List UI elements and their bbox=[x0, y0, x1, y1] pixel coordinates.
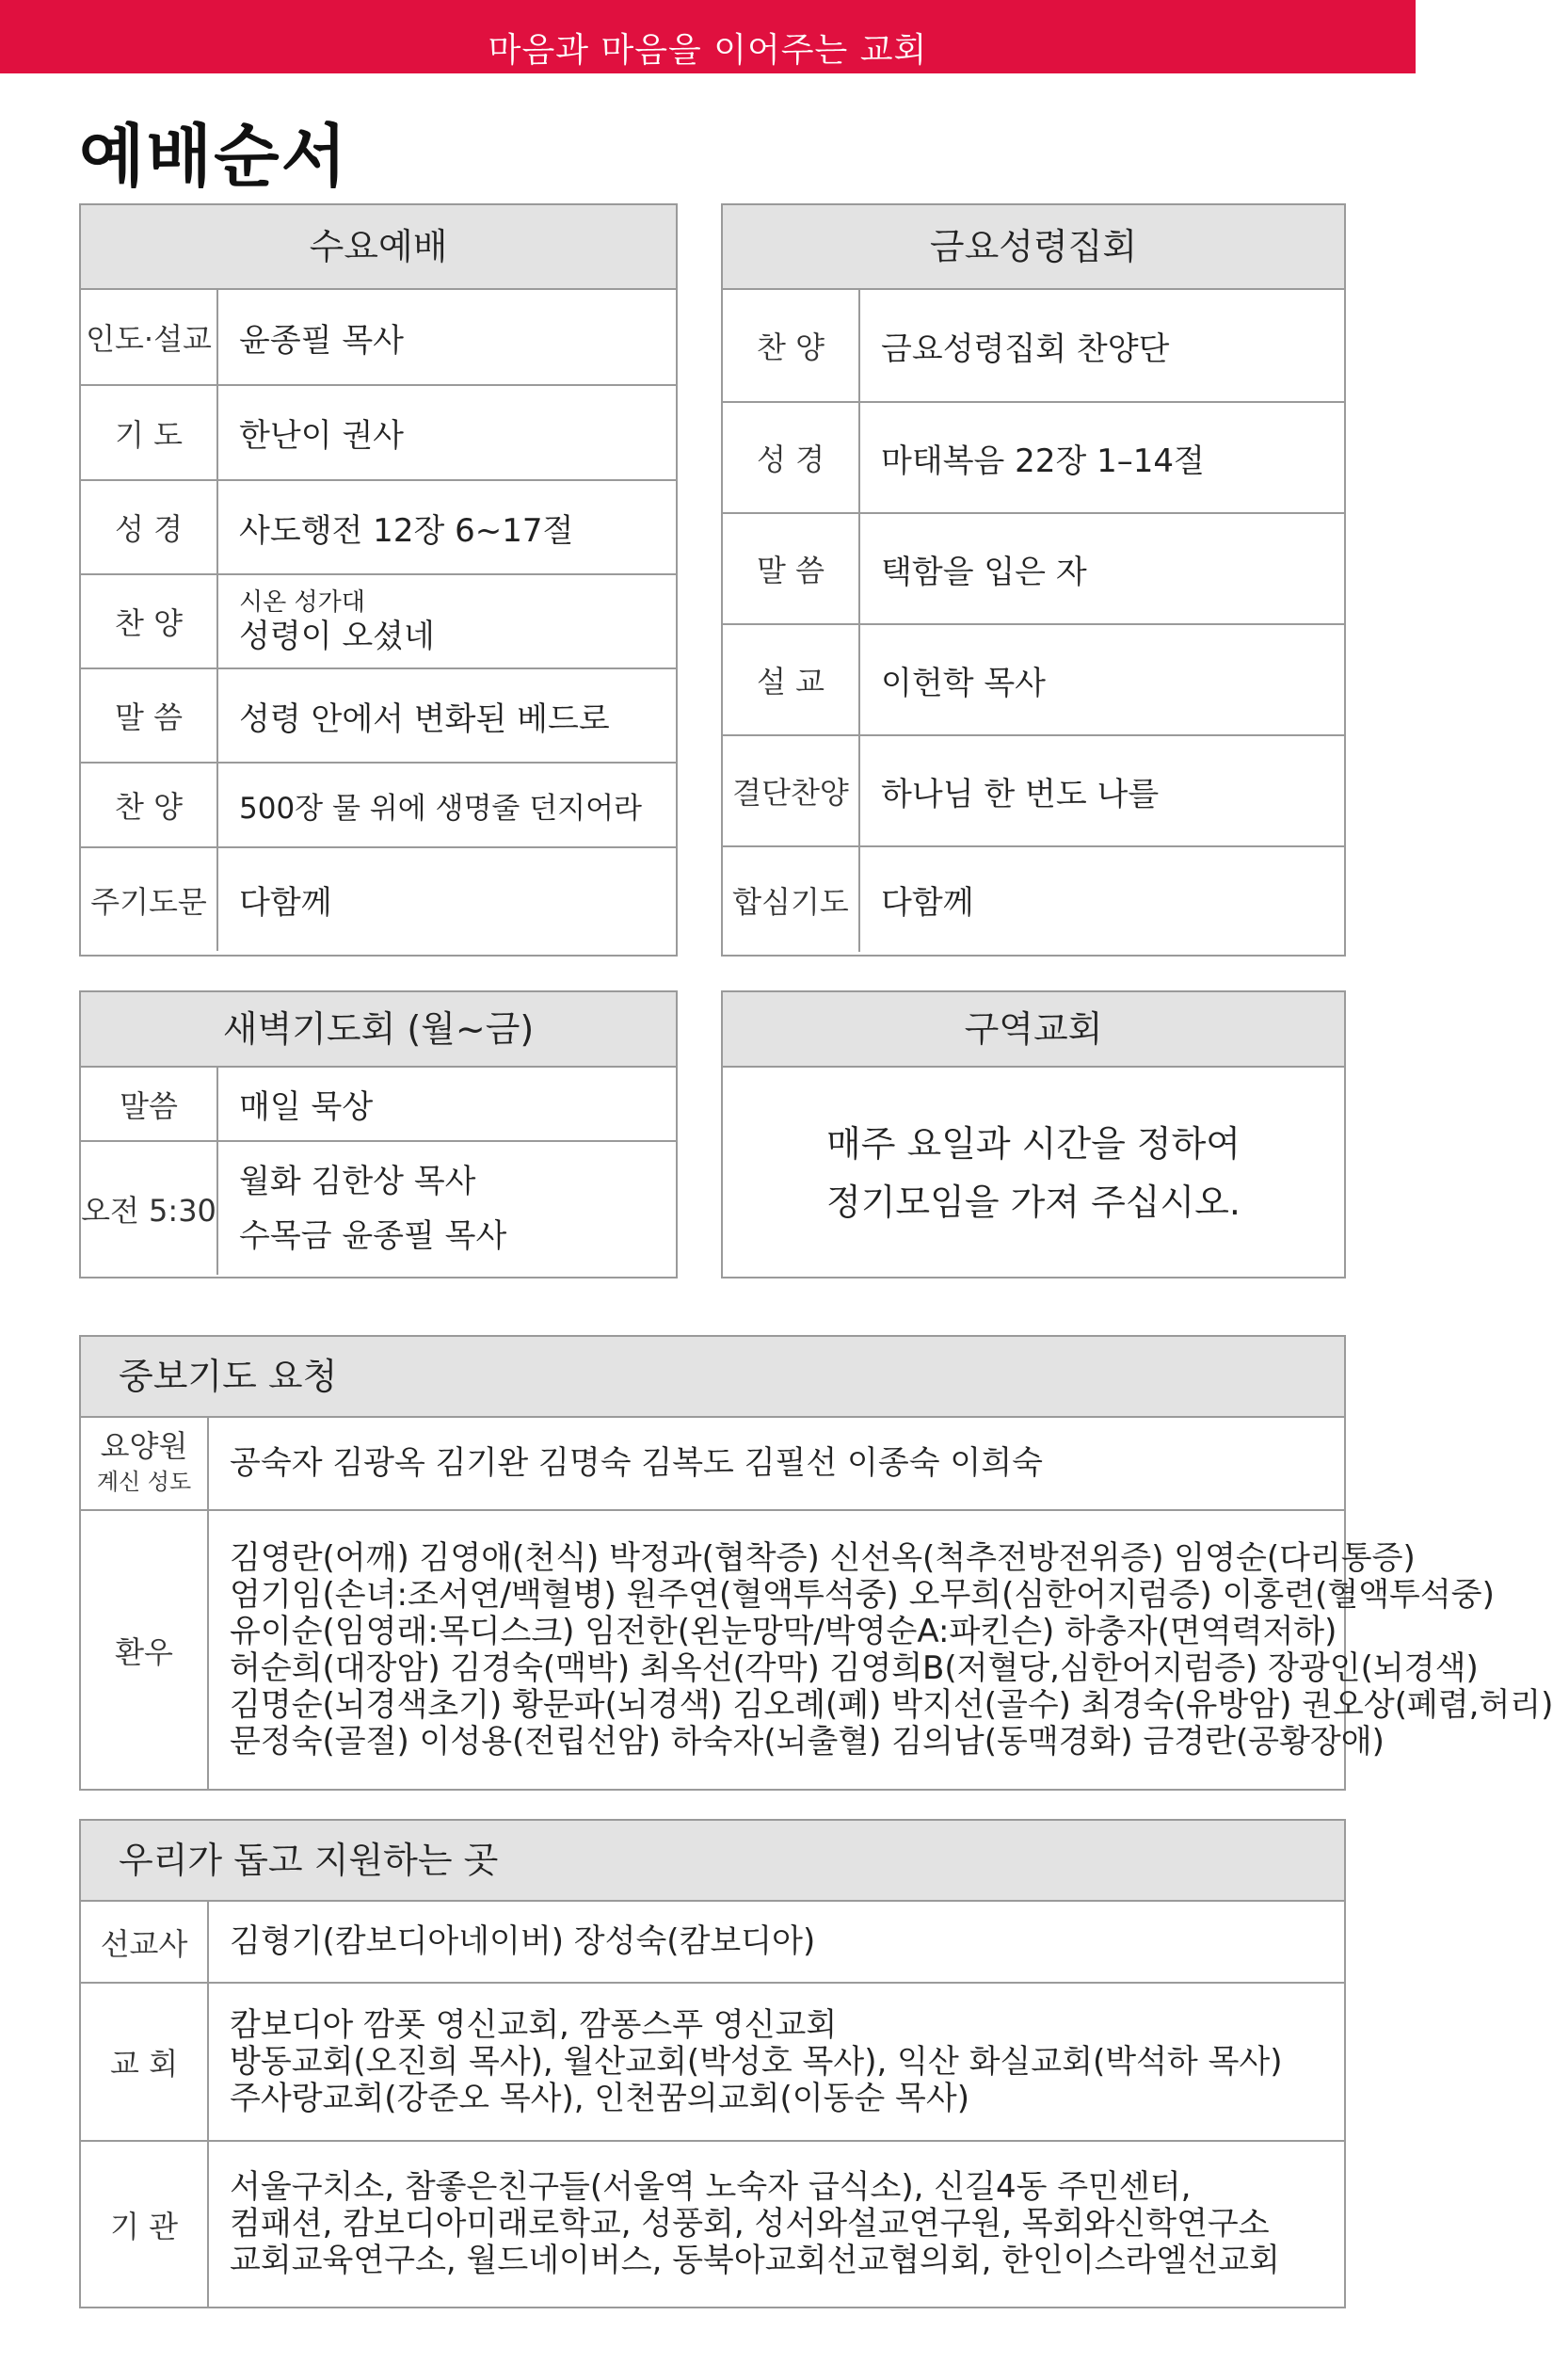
table-row bbox=[81, 1983, 1344, 2141]
name-line: 엄기임(손녀:조서연/백혈병) 원주연(혈액투석중) 오무희(심한어지럼증) 이홍련(혈액투석중) bbox=[230, 1575, 1495, 1614]
row-value bbox=[217, 574, 676, 668]
table-row bbox=[723, 735, 1344, 846]
table-row bbox=[81, 2141, 1344, 2307]
row-label: 합심기도 bbox=[723, 846, 859, 952]
intercession-box bbox=[79, 1335, 1553, 1791]
name-line: 문정숙(골절) 이성용(전립선암) 하숙자(뇌출혈) 김의남(동맥경화) 금경란(공황장애) bbox=[230, 1722, 1385, 1761]
row-label: 설 교 bbox=[723, 624, 859, 735]
row-value: 이헌학 목사 bbox=[859, 624, 1344, 735]
choir-name: 시온 성가대 bbox=[239, 588, 365, 617]
table-row bbox=[81, 290, 676, 385]
district-church-title: 구역교회 bbox=[723, 992, 1344, 1068]
row-label: 찬 양 bbox=[81, 574, 217, 668]
wednesday-service-title: 수요예배 bbox=[81, 205, 676, 290]
row-label: 찬 양 bbox=[81, 763, 217, 847]
row-value: 하나님 한 번도 나를 bbox=[859, 735, 1344, 846]
support-line: 서울구치소, 참좋은친구들(서울역 노숙자 급식소), 신길4동 주민센터, bbox=[230, 2168, 1192, 2206]
label-main: 요양원 bbox=[100, 1427, 188, 1464]
row-value: 사도행전 12장 6~17절 bbox=[217, 480, 676, 574]
row-label: 기 관 bbox=[81, 2141, 208, 2307]
support-line: 방동교회(오진희 목사), 월산교회(박성호 목사), 익산 화실교회(박석하 목사) bbox=[230, 2042, 1283, 2081]
row-value bbox=[208, 1510, 1553, 1789]
row-label: 결단찬양 bbox=[723, 735, 859, 846]
table-row bbox=[81, 574, 676, 668]
row-value: 성령 안에서 변화된 베드로 bbox=[217, 668, 676, 763]
support-box bbox=[79, 1819, 1346, 2308]
table-row bbox=[723, 513, 1344, 624]
support-title: 우리가 돕고 지원하는 곳 bbox=[81, 1821, 1344, 1902]
table-row bbox=[81, 847, 676, 951]
dawn-prayer-box bbox=[79, 990, 678, 1278]
table-row bbox=[81, 1418, 1344, 1510]
name-line: 유이순(임영래:목디스크) 임전한(왼눈망막/박영순A:파킨슨) 하충자(면역력저하) bbox=[230, 1612, 1337, 1650]
row-label: 오전 5:30 bbox=[81, 1141, 217, 1275]
table-row bbox=[81, 1902, 1344, 1983]
row-value: 매일 묵상 bbox=[239, 1088, 374, 1126]
row-value: 다함께 bbox=[217, 847, 676, 951]
intercession-title: 중보기도 요청 bbox=[81, 1337, 1344, 1418]
row-label: 교 회 bbox=[81, 1983, 208, 2141]
intercession-table bbox=[81, 1418, 1553, 1789]
district-church-notice bbox=[723, 1068, 1344, 1231]
support-line: 김형기(캄보디아네이버) 장성숙(캄보디아) bbox=[230, 1922, 816, 1960]
row-label: 인도·설교 bbox=[81, 290, 217, 385]
row-value: 한난이 권사 bbox=[217, 385, 676, 480]
table-row bbox=[81, 1141, 676, 1275]
row-value: 금요성령집회 찬양단 bbox=[881, 330, 1170, 368]
row-value: 500장 물 위에 생명줄 던지어라 bbox=[217, 763, 676, 847]
row-value bbox=[208, 1902, 1344, 1983]
table-row bbox=[81, 668, 676, 763]
schedule-line: 월화 김한상 목사 bbox=[239, 1162, 476, 1200]
notice-line: 정기모임을 가져 주십시오. bbox=[825, 1182, 1241, 1223]
table-row bbox=[81, 385, 676, 480]
table-row bbox=[723, 290, 1344, 402]
row-label: 선교사 bbox=[81, 1902, 208, 1983]
schedule-line: 수목금 윤종필 목사 bbox=[239, 1216, 507, 1255]
friday-service-table bbox=[723, 290, 1344, 952]
row-label: 찬 양 bbox=[723, 290, 859, 402]
support-line: 캄보디아 깜폿 영신교회, 깜퐁스푸 영신교회 bbox=[230, 2005, 838, 2044]
row-value bbox=[217, 1141, 676, 1275]
page-title: 예배순서 bbox=[79, 117, 349, 196]
row-value bbox=[208, 1418, 1344, 1510]
row-value: 마태복음 22장 1–14절 bbox=[859, 402, 1344, 513]
table-row bbox=[81, 480, 676, 574]
name-line: 공숙자 김광옥 김기완 김명숙 김복도 김필선 이종숙 이희숙 bbox=[230, 1444, 1043, 1482]
district-church-box bbox=[721, 990, 1346, 1278]
support-line: 주사랑교회(강준오 목사), 인천꿈의교회(이동순 목사) bbox=[230, 2079, 970, 2117]
row-value: 윤종필 목사 bbox=[239, 321, 405, 360]
name-line: 김명순(뇌경색초기) 황문파(뇌경색) 김오례(폐) 박지선(골수) 최경숙(유방암) 권오상(폐렴,허리) bbox=[230, 1685, 1553, 1724]
top-banner bbox=[0, 0, 1416, 73]
label-sub: 계신 성도 bbox=[96, 1468, 192, 1495]
row-value: 택함을 입은 자 bbox=[859, 513, 1344, 624]
notice-line: 매주 요일과 시간을 정하여 bbox=[825, 1123, 1241, 1165]
row-label: 기 도 bbox=[81, 385, 217, 480]
row-label: 주기도문 bbox=[81, 847, 217, 951]
support-line: 컴패션, 캄보디아미래로학교, 성풍회, 성서와설교연구원, 목회와신학연구소 bbox=[230, 2205, 1270, 2243]
dawn-prayer-table bbox=[81, 1068, 676, 1275]
table-row bbox=[81, 1510, 1344, 1789]
row-value bbox=[208, 1983, 1344, 2141]
hymn-title: 성령이 오셨네 bbox=[239, 618, 435, 655]
support-table bbox=[81, 1902, 1344, 2307]
name-line: 허순희(대장암) 김경숙(맥박) 최옥선(각막) 김영희B(저혈당,심한어지럼증) 장광인(뇌경색) bbox=[230, 1648, 1479, 1687]
table-row bbox=[81, 763, 676, 847]
dawn-prayer-title: 새벽기도회 (월~금) bbox=[81, 992, 676, 1068]
table-row bbox=[723, 846, 1344, 952]
row-label bbox=[81, 1418, 208, 1510]
table-row bbox=[723, 624, 1344, 735]
table-row bbox=[81, 1068, 676, 1141]
wednesday-service-table bbox=[81, 290, 676, 951]
table-row bbox=[723, 402, 1344, 513]
row-label: 말 씀 bbox=[81, 668, 217, 763]
wednesday-service-box bbox=[79, 203, 678, 957]
name-line: 김영란(어깨) 김영애(천식) 박정과(협착증) 신선옥(척추전방전위증) 임영순(다리통증) bbox=[230, 1538, 1416, 1577]
row-label: 말씀 bbox=[81, 1068, 217, 1141]
banner-text: 마음과 마음을 이어주는 교회 bbox=[488, 31, 928, 70]
friday-service-title: 금요성령집회 bbox=[723, 205, 1344, 290]
support-line: 교회교육연구소, 월드네이버스, 동북아교회선교협의회, 한인이스라엘선교회 bbox=[230, 2242, 1280, 2279]
row-value: 다함께 bbox=[859, 846, 1344, 952]
row-label: 성 경 bbox=[723, 402, 859, 513]
friday-service-box bbox=[721, 203, 1346, 957]
row-label: 환우 bbox=[81, 1510, 208, 1789]
row-label: 성 경 bbox=[81, 480, 217, 574]
row-value bbox=[208, 2141, 1344, 2307]
row-label: 말 씀 bbox=[723, 513, 859, 624]
